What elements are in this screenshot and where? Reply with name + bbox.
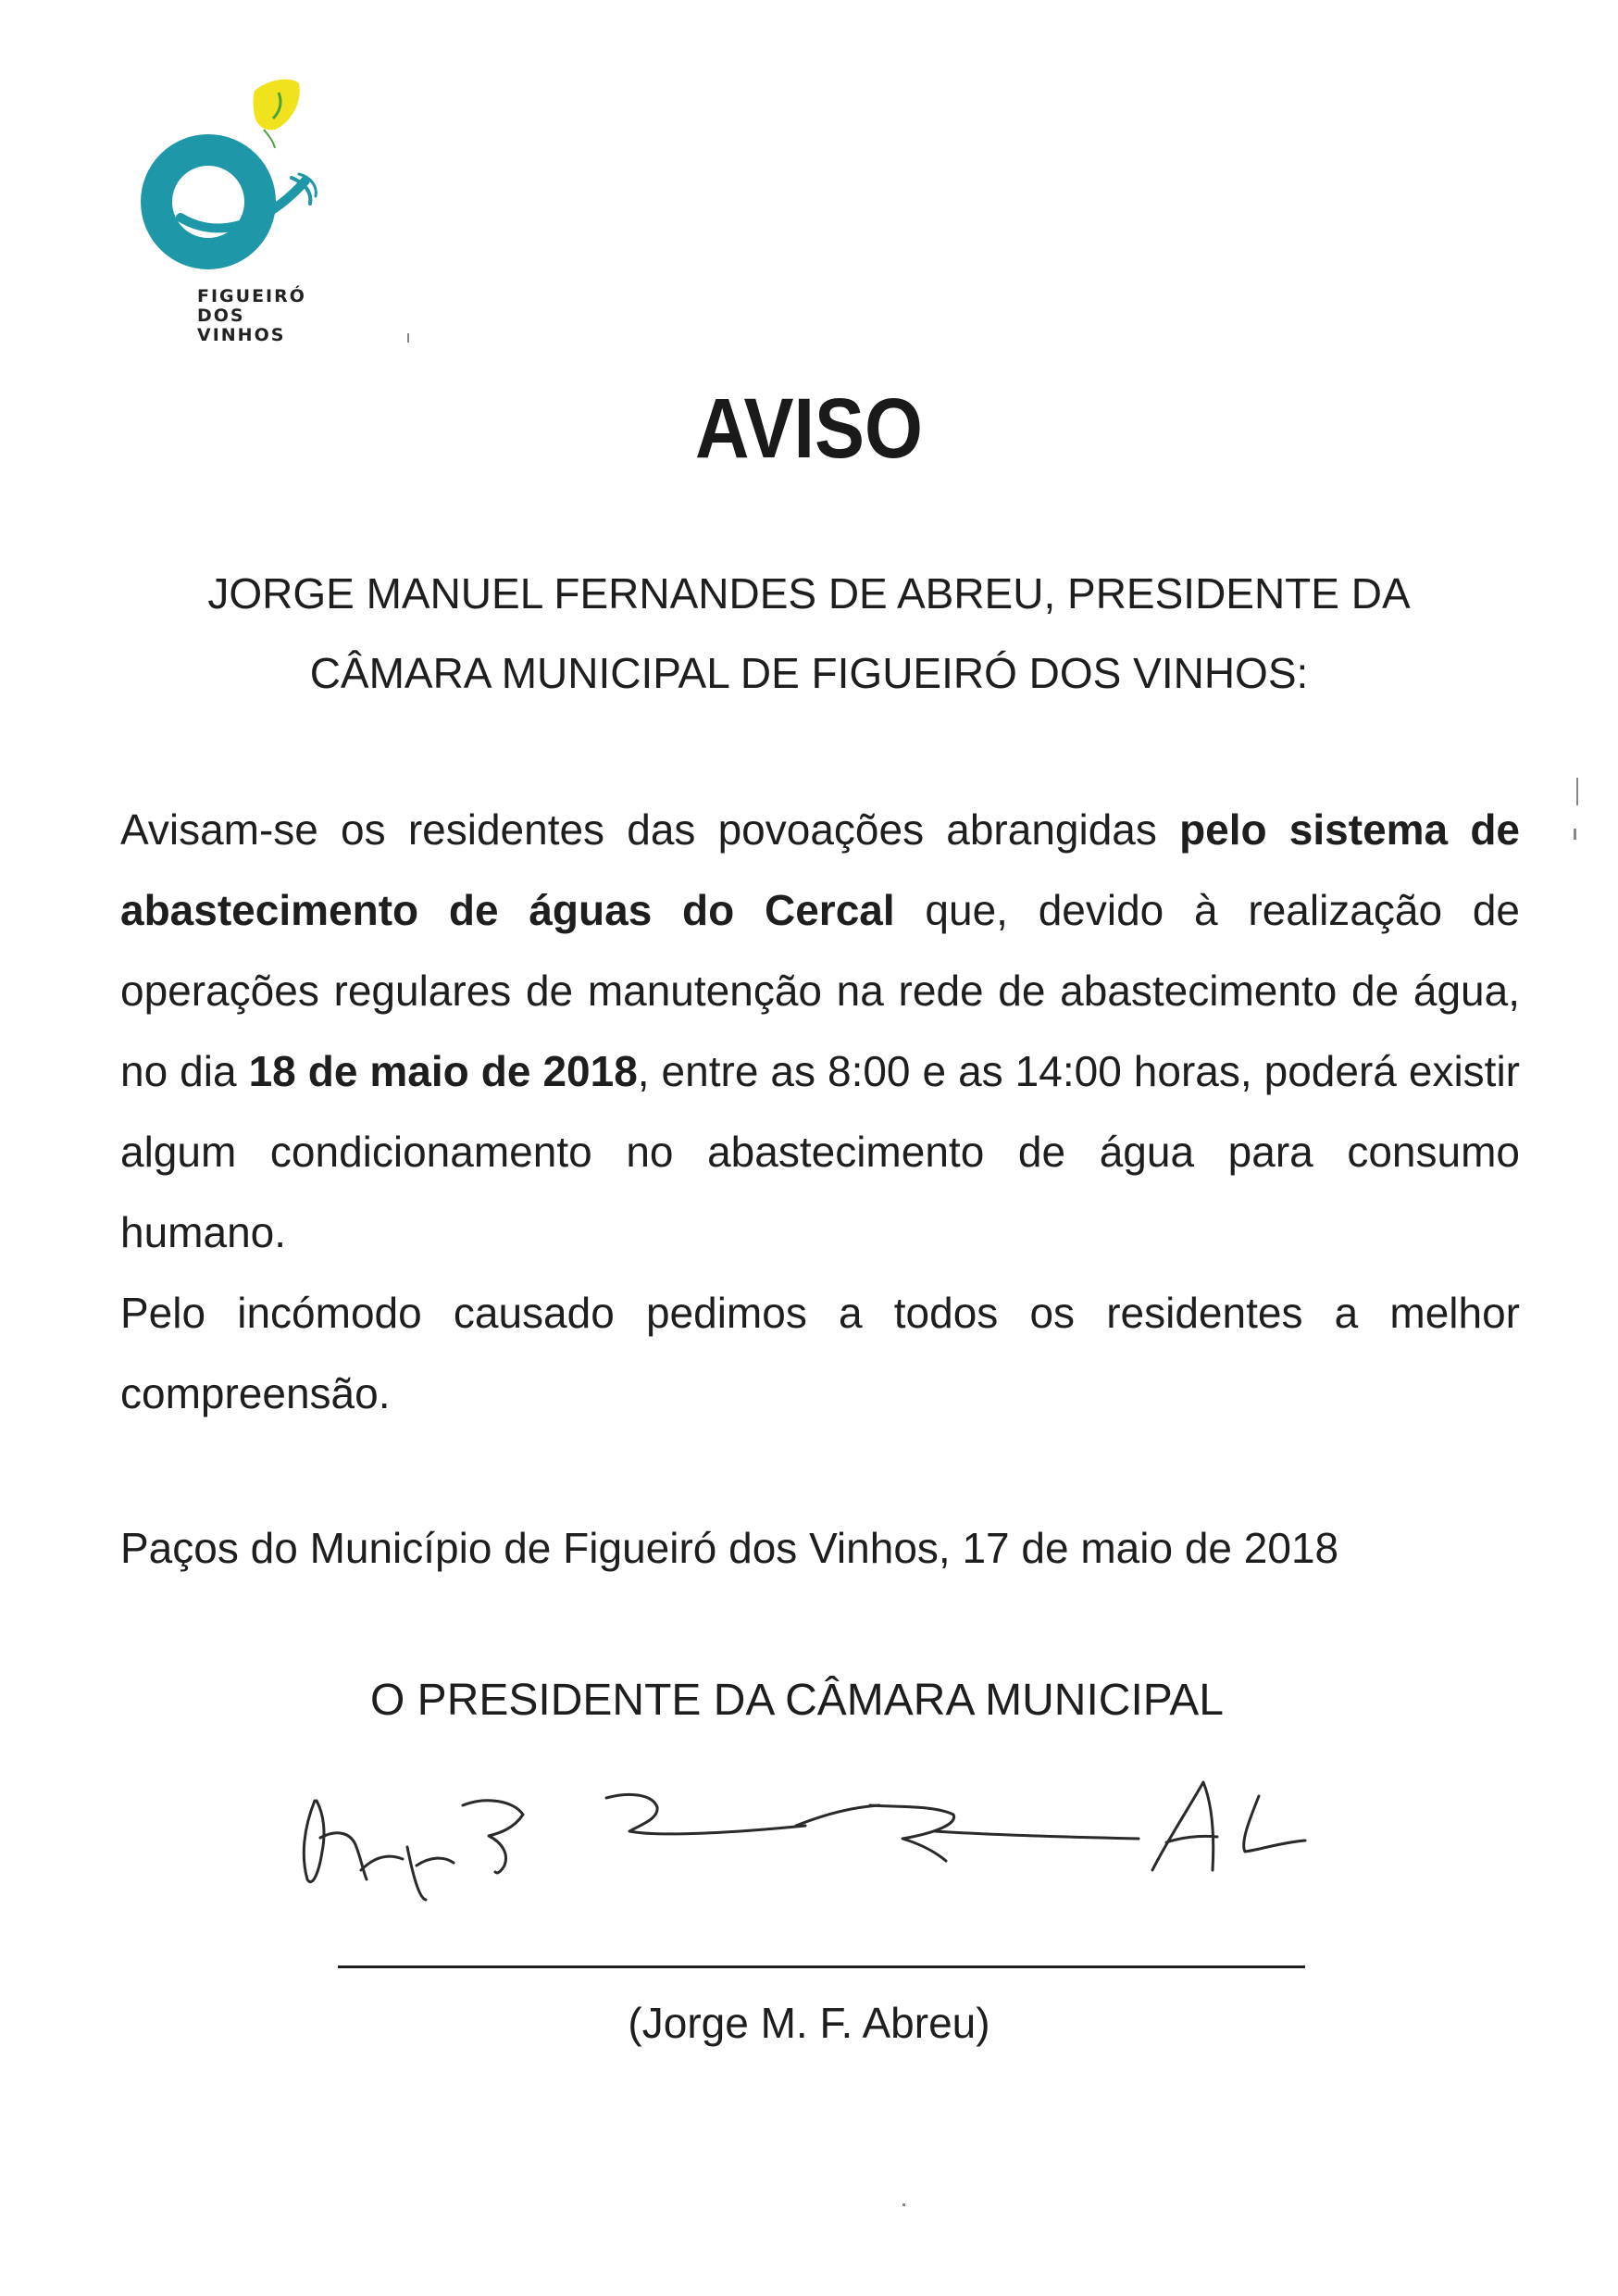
signatory-title: O PRESIDENTE DA CÂMARA MUNICIPAL [370,1676,1224,1725]
body-p1-part-c: que, devido à realização de operações regulares de manutenção na rede de abastecimento de água, no dia [120,886,1520,1095]
heading-line-2: CÂMARA MUNICIPAL DE FIGUEIRÓ DOS VINHOS: [309,649,1309,697]
notice-body [120,790,1520,1434]
logo-line-2: DOS [197,306,245,326]
scan-speck [1576,778,1578,805]
body-paragraph-2: Pelo incómodo causado pedimos a todos os residentes a melhor compreensão. [120,1289,1520,1417]
logo-line-3: VINHOS [197,325,286,345]
body-p1-date: 18 de maio de 2018 [248,1047,638,1095]
body-paragraph-1 [120,790,1520,1273]
notice-title: AVISO [695,381,923,476]
body-p1-water-system: pelo sistema de abastecimento de águas do Cercal [120,805,1520,934]
handwritten-signature [287,1741,1351,1907]
body-p1-part-a: Avisam-se os residentes das povoações abrangidas [120,805,1180,854]
scan-speck [407,333,409,343]
municipal-logo [116,74,338,389]
heading-line-1: JORGE MANUEL FERNANDES DE ABREU, PRESIDENTE DA [207,569,1411,618]
body-p1-part-e: , entre as 8:00 e as 14:00 horas, poderá existir algum condicionamento no abastecimento de água para consumo humano. [120,1047,1520,1256]
place-date: Paços do Município de Figueiró dos Vinhos, 17 de maio de 2018 [120,1524,1339,1572]
notice-heading [0,554,1618,713]
signature-line [338,1965,1305,1968]
logo-line-1: FIGUEIRÓ [197,286,306,306]
scan-speck [902,2203,905,2206]
signatory-name: (Jorge M. F. Abreu) [628,1999,990,2047]
logo-wordmark [197,287,345,345]
logo-emblem-icon [116,74,338,296]
scan-speck [1574,829,1576,840]
